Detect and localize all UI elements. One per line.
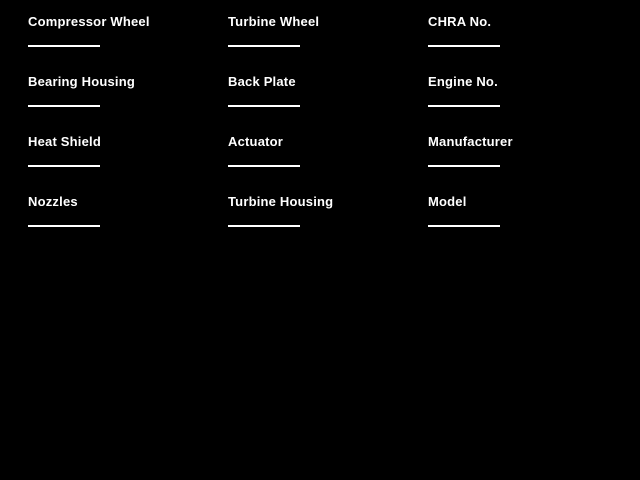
field-value[interactable] <box>428 151 500 165</box>
field-label: Back Plate <box>228 74 296 89</box>
field-value[interactable] <box>28 211 100 225</box>
field-label: Turbine Housing <box>228 194 334 209</box>
field-model <box>428 194 628 254</box>
field-value[interactable] <box>428 211 500 225</box>
field-nozzles <box>28 194 228 254</box>
field-turbine-housing <box>228 194 428 254</box>
field-value[interactable] <box>428 91 500 105</box>
field-turbine-wheel <box>228 14 428 74</box>
field-label: Turbine Wheel <box>228 14 320 29</box>
field-underline <box>28 165 100 167</box>
field-underline <box>228 165 300 167</box>
field-underline <box>28 225 100 227</box>
field-underline <box>28 45 100 47</box>
field-value[interactable] <box>228 31 300 45</box>
field-value[interactable] <box>228 91 300 105</box>
field-underline <box>228 105 300 107</box>
field-underline <box>428 165 500 167</box>
field-label: Compressor Wheel <box>28 14 150 29</box>
field-label: Engine No. <box>428 74 498 89</box>
turbocharger-spec-form <box>0 14 640 254</box>
field-label: CHRA No. <box>428 14 492 29</box>
field-engine-no <box>428 74 628 134</box>
field-label: Bearing Housing <box>28 74 136 89</box>
field-chra-no <box>428 14 628 74</box>
field-value[interactable] <box>28 31 100 45</box>
field-compressor-wheel <box>28 14 228 74</box>
field-underline <box>28 105 100 107</box>
field-manufacturer <box>428 134 628 194</box>
field-heat-shield <box>28 134 228 194</box>
field-underline <box>428 105 500 107</box>
field-underline <box>428 45 500 47</box>
field-value[interactable] <box>28 91 100 105</box>
field-actuator <box>228 134 428 194</box>
field-back-plate <box>228 74 428 134</box>
field-underline <box>228 225 300 227</box>
field-label: Manufacturer <box>428 134 513 149</box>
field-underline <box>228 45 300 47</box>
field-label: Heat Shield <box>28 134 101 149</box>
field-label: Nozzles <box>28 194 78 209</box>
field-value[interactable] <box>228 211 300 225</box>
field-label: Model <box>428 194 467 209</box>
field-label: Actuator <box>228 134 284 149</box>
field-value[interactable] <box>228 151 300 165</box>
field-underline <box>428 225 500 227</box>
field-bearing-housing <box>28 74 228 134</box>
field-value[interactable] <box>28 151 100 165</box>
field-value[interactable] <box>428 31 500 45</box>
